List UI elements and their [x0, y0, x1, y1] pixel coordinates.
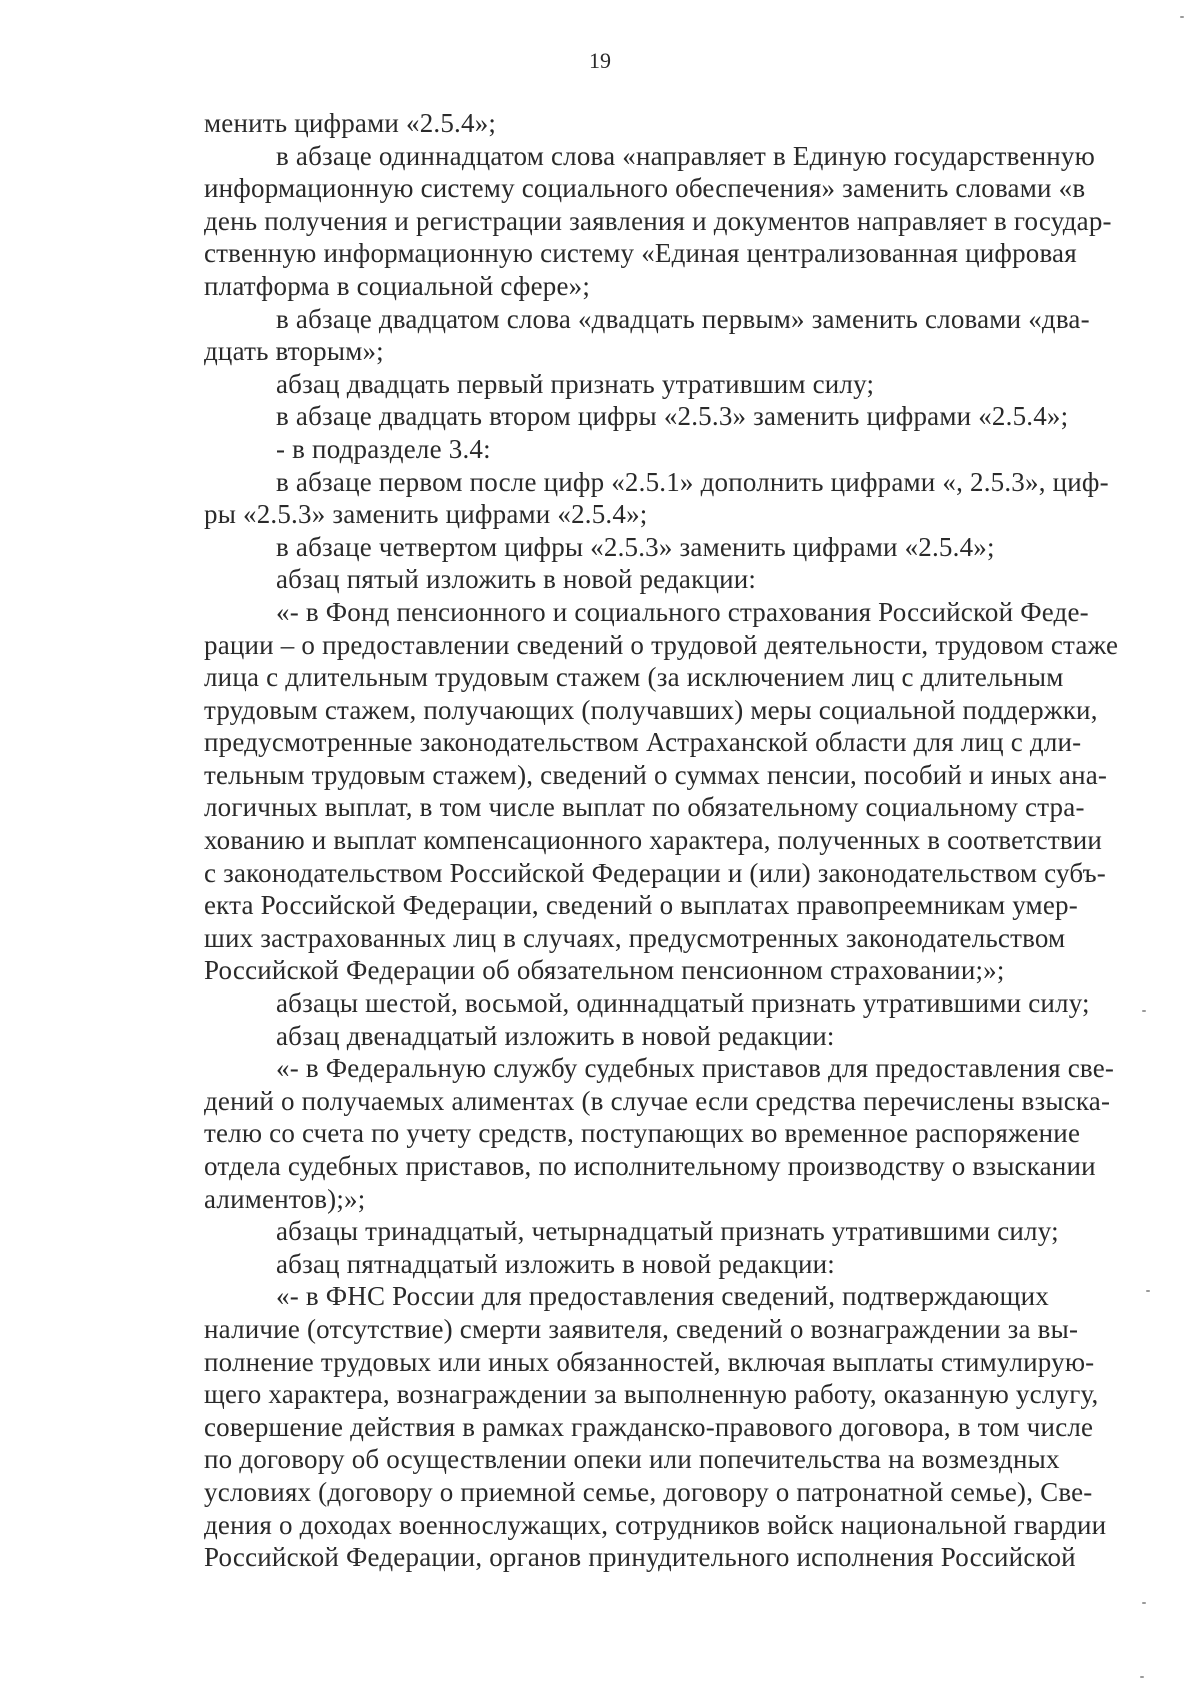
- text-line: щего характера, вознаграждении за выполненную работу, оказанную услугу,: [204, 1379, 1099, 1410]
- text-line: «- в Фонд пенсионного и социального страхования Российской Феде-: [276, 596, 1089, 627]
- text-line: тельным трудовым стажем), сведений о суммах пенсии, пособий и иных ана-: [204, 759, 1108, 790]
- text-line: дений о получаемых алиментах (в случае если средства перечислены взыска-: [204, 1085, 1111, 1116]
- text-line: логичных выплат, в том числе выплат по обязательному социальному стра-: [204, 792, 1085, 823]
- text-line: предусмотренные законодательством Астраханской области для лиц с дли-: [204, 727, 1082, 758]
- text-line: условиях (договору о приемной семье, договору о патронатной семье), Све-: [204, 1476, 1093, 1507]
- text-line: совершение действия в рамках гражданско-правового договора, в том числе: [204, 1411, 1094, 1442]
- text-line: ших застрахованных лиц в случаях, предусмотренных законодательством: [204, 922, 1066, 953]
- text-line: хованию и выплат компенсационного характера, полученных в соответствии: [204, 825, 1103, 856]
- text-line: полнение трудовых или иных обязанностей, включая выплаты стимулирую-: [204, 1346, 1095, 1377]
- text-line: Российской Федерации, органов принудительного исполнения Российской: [204, 1542, 1076, 1573]
- text-line: абзацы шестой, восьмой, одиннадцатый признать утратившими силу;: [276, 988, 1090, 1019]
- text-line: по договору об осуществлении опеки или попечительства на возмездных: [204, 1444, 1060, 1475]
- text-line: наличие (отсутствие) смерти заявителя, сведений о вознаграждении за вы-: [204, 1313, 1079, 1344]
- document-body: [204, 107, 1148, 1574]
- text-line: отдела судебных приставов, по исполнительному производству о взыскании: [204, 1151, 1096, 1181]
- text-line: платформа в социальной сфере»;: [204, 270, 591, 301]
- text-line: алиментов);»;: [204, 1183, 366, 1214]
- text-line: в абзаце одиннадцатом слова «направляет в Единую государственную: [276, 140, 1095, 171]
- text-line: телю со счета по учету средств, поступающих во временное распоряжение: [204, 1118, 1081, 1149]
- text-line: в абзаце двадцатом слова «двадцать первым» заменить словами «два-: [276, 303, 1090, 334]
- text-line: ственную информационную систему «Единая централизованная цифровая: [204, 238, 1077, 269]
- scan-speck: [1140, 1676, 1144, 1678]
- scan-speck: [1180, 16, 1184, 18]
- page-number: 19: [589, 48, 611, 73]
- text-line: «- в Федеральную службу судебных приставов для предоставления све-: [276, 1053, 1115, 1084]
- text-line: дцать вторым»;: [204, 336, 384, 367]
- text-line: с законодательством Российской Федерации и (или) законодательством субъ-: [204, 857, 1106, 888]
- text-line: менить цифрами «2.5.4»;: [204, 108, 497, 138]
- scan-speck: [1146, 1290, 1150, 1292]
- text-line: лица с длительным трудовым стажем (за исключением лиц с длительным: [204, 662, 1064, 693]
- text-line: день получения и регистрации заявления и документов направляет в государ-: [204, 205, 1112, 236]
- scan-speck: [1142, 1602, 1146, 1604]
- text-line: «- в ФНС России для предоставления сведений, подтверждающих: [276, 1281, 1049, 1312]
- text-line: ры «2.5.3» заменить цифрами «2.5.4»;: [204, 499, 648, 530]
- text-line: абзацы тринадцатый, четырнадцатый признать утратившими силу;: [276, 1216, 1059, 1247]
- scan-speck: [1142, 1010, 1146, 1012]
- text-line: абзац пятнадцатый изложить в новой редакции:: [276, 1248, 835, 1279]
- text-line: рации – о предоставлении сведений о трудовой деятельности, трудовом стаже: [204, 629, 1119, 660]
- text-line: абзац двенадцатый изложить в новой редакции:: [276, 1020, 835, 1051]
- text-line: информационную систему социального обеспечения» заменить словами «в: [204, 173, 1086, 204]
- text-line: дения о доходах военнослужащих, сотрудников войск национальной гвардии: [204, 1509, 1107, 1540]
- text-line: екта Российской Федерации, сведений о выплатах правопреемникам умер-: [204, 890, 1078, 921]
- text-line: Российской Федерации об обязательном пенсионном страховании;»;: [204, 955, 1005, 986]
- text-line: абзац двадцать первый признать утратившим силу;: [276, 368, 875, 399]
- text-line: трудовым стажем, получающих (получавших) меры социальной поддержки,: [204, 694, 1098, 725]
- text-line: в абзаце четвертом цифры «2.5.3» заменить цифрами «2.5.4»;: [276, 531, 995, 562]
- text-line: в абзаце первом после цифр «2.5.1» дополнить цифрами «, 2.5.3», циф-: [276, 466, 1109, 497]
- text-line: в абзаце двадцать втором цифры «2.5.3» заменить цифрами «2.5.4»;: [276, 401, 1069, 432]
- text-line: абзац пятый изложить в новой редакции:: [276, 564, 757, 595]
- text-line: - в подразделе 3.4:: [276, 433, 491, 464]
